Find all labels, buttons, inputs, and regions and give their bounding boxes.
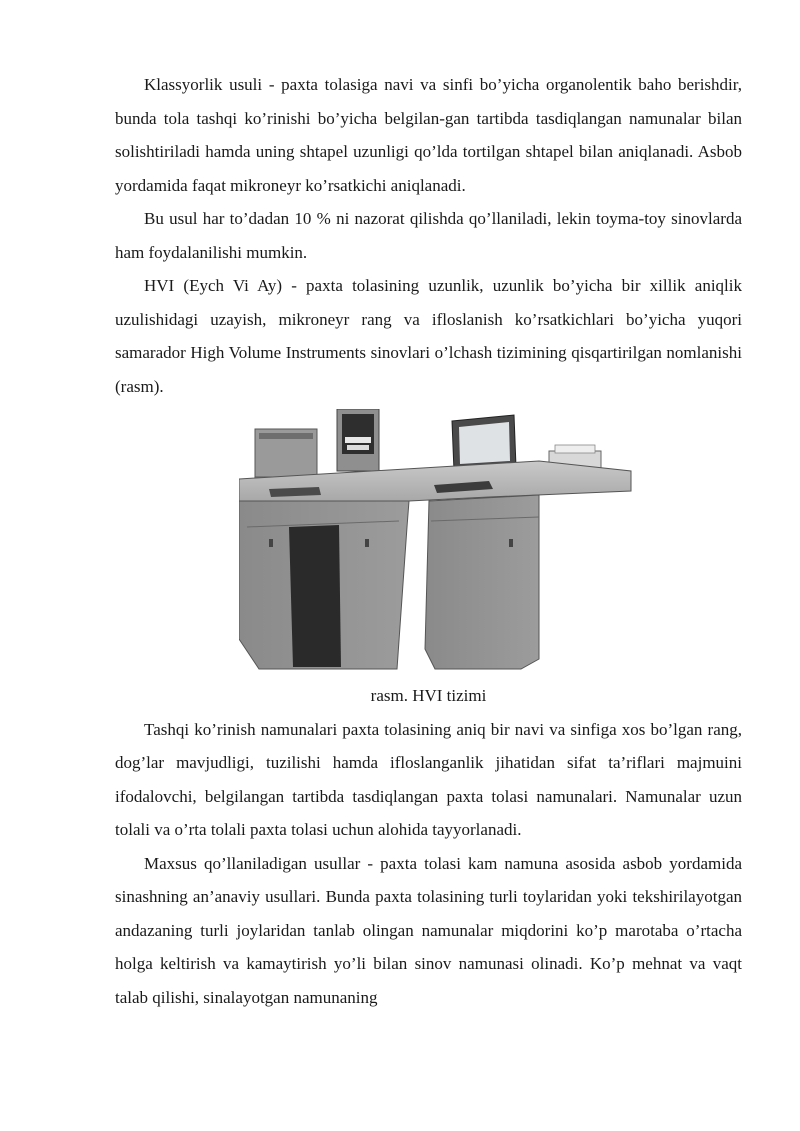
hvi-figure <box>115 409 742 677</box>
paragraph-maxsus: Maxsus qo’llaniladigan usullar - paxta tolasi kam namuna asosida asbob yordamida sinashning an’anaviy usullari. Bunda paxta tolasining turli toylaridan yoki tekshirilayotgan andazaning turli joylaridan tanlab olingan namunalar miqdorini ko’p marotaba o’rtacha holga keltirish va kamaytirish yo’li bilan sinov namunasi olinadi. Ko’p mehnat va vaqt talab qilishi, sinalayotgan namunaning <box>115 853 742 1007</box>
figure-caption: rasm. HVI tizimi <box>370 686 487 705</box>
paragraph-klassyorlik: Klassyorlik usuli - paxta tolasiga navi va sinfi bo’yicha organolentik baho berishdir, bunda tola tashqi ko’rinishi bo’yicha belgilan-gan tartibda tasdiqlangan namunalar bilan solishtiriladi hamda uning shtapel uzunligi qo’lda tortilgan shtapel bilan aniqlanadi. Asbob yordamida faqat mikroneyr ko’rsatkichi aniqlanadi. <box>115 75 742 195</box>
document-page <box>115 68 742 1014</box>
hvi-workstation-photo <box>239 409 639 671</box>
paragraph-tashqi: Tashqi ko’rinish namunalari paxta tolasining aniq bir navi va sinfiga xos bo’lgan rang, dog’lar mavjudligi, tuzilishi hamda ifloslanganlik jihatidan sifat ta’riflari majmuini ifodalovchi, belgilangan tartibda tasdiqlangan paxta tolasi namunalari. Namunalar uzun tolali va o’rta tolali paxta tolasi uchun alohida tayyorlanadi. <box>115 719 742 839</box>
paragraph-hvi: HVI (Eych Vi Ay) - paxta tolasining uzunlik, uzunlik bo’yicha bir xillik aniqlik uzulishidagi uzayish, mikroneyr rang va ifloslanish ko’rsatkichlari bo’yicha yuqori samarador High Volume Instruments sinovlari o’lchash tizimining qisqartirilgan nomlanishi (rasm). <box>115 276 742 396</box>
paragraph-usul: Bu usul har to’dadan 10 % ni nazorat qilishda qo’llaniladi, lekin toyma-toy sinovlarda ham foydalanilishi mumkin. <box>115 209 742 262</box>
